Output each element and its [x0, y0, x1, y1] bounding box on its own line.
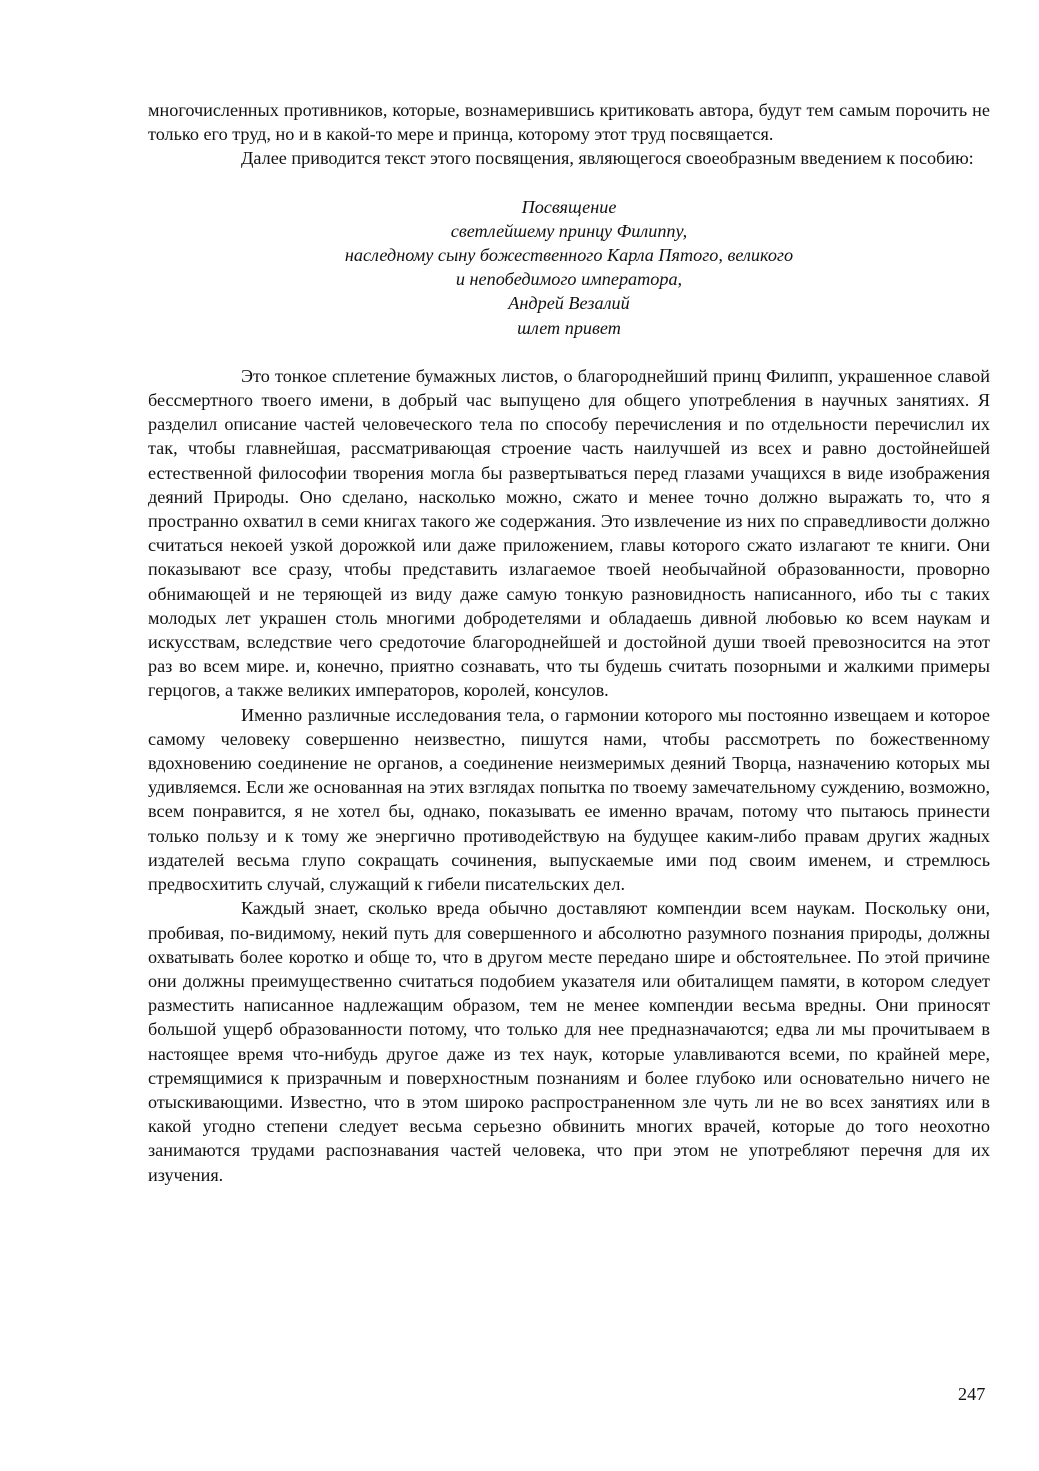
lead-paragraph: Далее приводится текст этого посвящения, являющегося своеобразным введением к пособию:	[241, 148, 974, 169]
body-paragraph-1: Это тонкое сплетение бумажных листов, о благороднейший принц Филипп, украшенное славой бессмертного твоего имени, в добрый час выпущено для общего употребления в научных занятиях. Я разделил описание частей человеческого тела по способу перечисления и по отдельности перечислил их так, чтобы главнейшая, рассматривающая строение часть наилучшей из всех и равно достойнейшей естественной философии творения могла бы развертываться перед глазами учащихся в виде изображения деяний Природы. Оно сделано, насколько можно, сжато и менее точно должно выражать то, что я пространно охватил в семи книгах такого же содержания. Это извлечение из них по справедливости должно считаться некоей узкой дорожкой или даже приложением, главы которого сжато излагают те книги. Они показывают все сразу, чтобы представить излагаемое твоей необычайной образованности, проворно обнимающей и не теряющей из виду даже самую тонкую разновидность написанного, ибо ты с таких молодых лет украшен столь многими добродетелями и обладаешь дивной любовью ко всем наукам и искусствам, вследствие чего средоточие благороднейшей и достойной души твоей превозносится на этот раз во всем мире. и, конечно, приятно сознавать, что ты будешь считать позорными и жалкими примеры герцогов, а также великих императоров, королей, консулов.	[148, 365, 990, 701]
dedication-line: светлейшему принцу Филиппу,	[450, 220, 688, 241]
intro-paragraph: многочисленных противников, которые, вознамерившись критиковать автора, будут тем самым порочить не только его труд, но и в какой-то мере и принца, которому этот труд посвящается.	[148, 100, 990, 145]
body-paragraph-3: Каждый знает, сколько вреда обычно доставляют компендии всем наукам. Поскольку они, пробивая, по-видимому, некий путь для совершенного и абсолютно разумного познания природы, должны охватывать более коротко и обще то, что в другом месте передано шире и обстоятельнее. По этой причине они должны преимущественно считаться подобием указателя или обиталищем памяти, в котором следует разместить написанное надлежащим образом, тем не менее компендии весьма вредны. Они приносят большой ущерб образованности потому, что только для нее предназначаются; едва ли мы прочитываем в настоящее время что-нибудь другое даже из тех наук, которые улавливаются всеми, по крайней мере, стремящимися к призрачным и поверхностным познаниям и более глубоко или основательно ничего не отыскивающими. Известно, что в этом широко распространенном зле чуть ли не во всех занятиях или в какой угодно степени следует весьма серьезно обвинить многих врачей, которые до того неохотно занимаются трудами распознавания частей человека, что при этом не употребляют перечня для их изучения.	[148, 898, 990, 1185]
document-page	[148, 98, 990, 1187]
dedication-line: и непобедимого императора,	[455, 269, 683, 290]
dedication-greeting: шлет привет	[517, 317, 621, 338]
dedication-line: наследному сыну божественного Карла Пятого, великого	[344, 245, 794, 266]
page-number: 247	[958, 1384, 986, 1404]
dedication-block	[148, 195, 990, 340]
body-paragraph-2: Именно различные исследования тела, о гармонии которого мы постоянно извещаем и которое самому человеку совершенно неизвестно, пишутся нами, чтобы рассмотреть по божественному вдохновению соединение не органов, а соединение неизмеримых деяний Творца, назначению которых мы удивляемся. Если же основанная на этих взглядах попытка по твоему замечательному суждению, возможно, всем понравится, я не хотел бы, однако, показывать ее именно врачам, потому что пытаюсь принести только пользу и к тому же энергично противодействую на будущее каким-либо правам других жадных издателей весьма глупо сокращать сочинения, выпускаемые ими под своим именем, и стремлюсь предвосхитить случай, служащий к гибели писательских дел.	[148, 704, 990, 895]
dedication-author: Андрей Везалий	[508, 293, 630, 314]
dedication-heading: Посвящение	[521, 196, 617, 217]
